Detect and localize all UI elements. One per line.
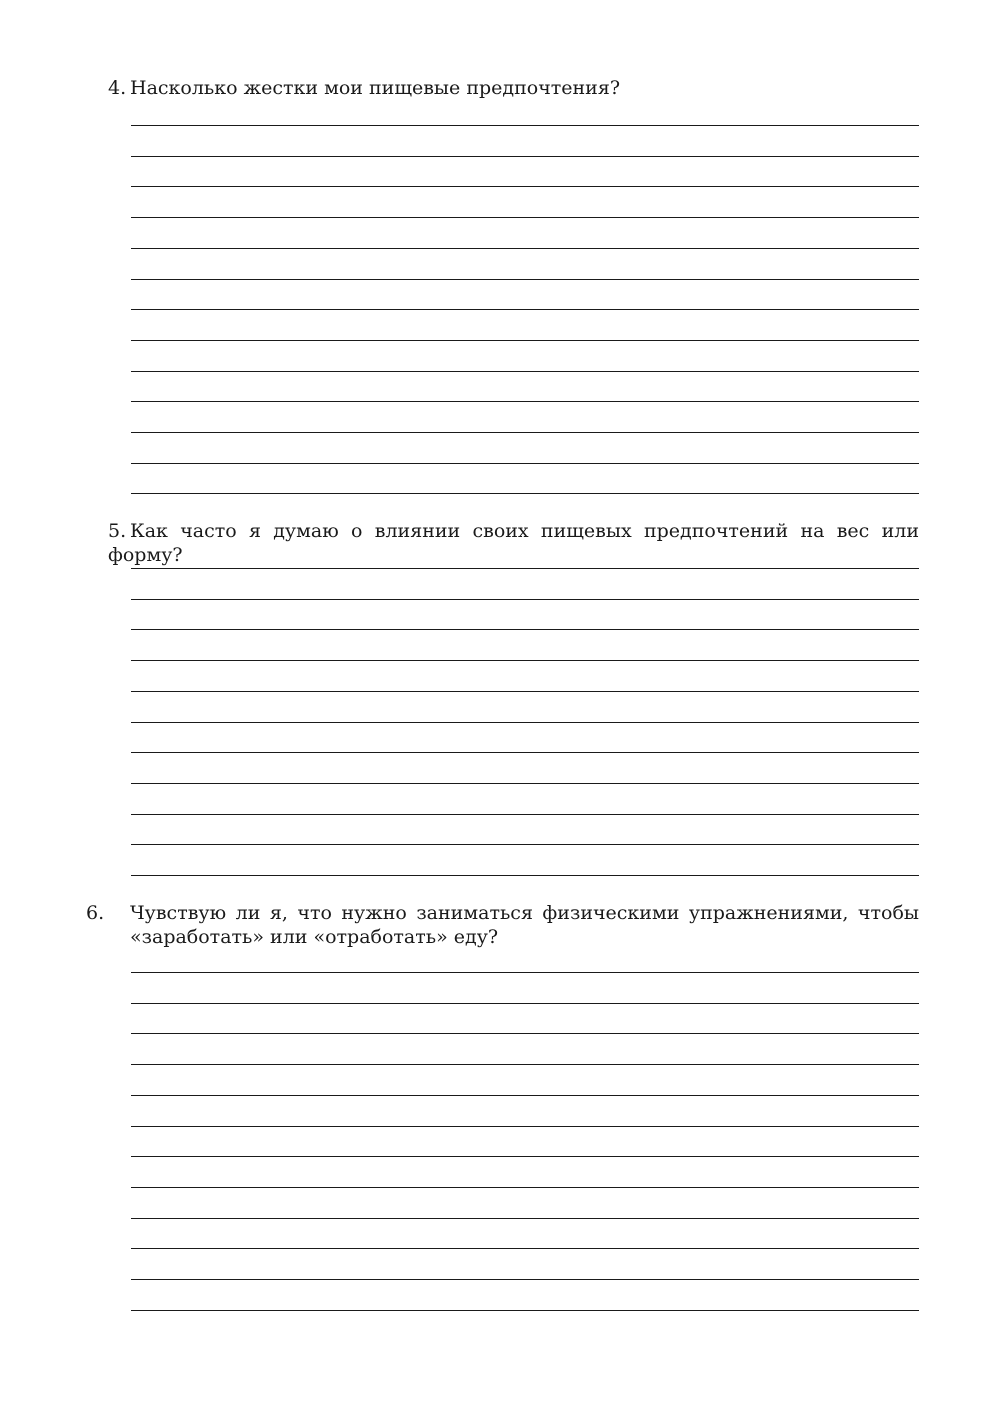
question-number: 6.: [86, 902, 105, 924]
question-4: [108, 76, 919, 100]
answer-line[interactable]: [131, 432, 919, 433]
answer-line[interactable]: [131, 371, 919, 372]
answer-line[interactable]: [131, 1003, 919, 1004]
answer-line[interactable]: [131, 599, 919, 600]
answer-line[interactable]: [131, 156, 919, 157]
answer-line[interactable]: [131, 783, 919, 784]
question-6: [86, 901, 919, 949]
answer-line[interactable]: [131, 629, 919, 630]
answer-line[interactable]: [131, 340, 919, 341]
question-text: Чувствую ли я, что нужно заниматься физическими упражнениями, чтобы «заработать» или «отработать» еду?: [130, 902, 919, 948]
answer-line[interactable]: [131, 1248, 919, 1249]
answer-line[interactable]: [131, 1064, 919, 1065]
answer-line[interactable]: [131, 875, 919, 876]
answer-line[interactable]: [131, 691, 919, 692]
answer-line[interactable]: [131, 568, 919, 569]
answer-line[interactable]: [131, 186, 919, 187]
answer-line[interactable]: [131, 248, 919, 249]
answer-line[interactable]: [131, 1126, 919, 1127]
answer-line[interactable]: [131, 401, 919, 402]
question-text: Насколько жестки мои пищевые предпочтения?: [130, 77, 621, 99]
answer-line[interactable]: [131, 493, 919, 494]
question-text: Как часто я думаю о влиянии своих пищевых предпочтений на вес или форму?: [108, 520, 919, 566]
question-5: [108, 519, 919, 567]
answer-line[interactable]: [131, 1033, 919, 1034]
answer-line[interactable]: [131, 1279, 919, 1280]
answer-line[interactable]: [131, 752, 919, 753]
answer-line[interactable]: [131, 660, 919, 661]
answer-line[interactable]: [131, 844, 919, 845]
answer-line[interactable]: [131, 1310, 919, 1311]
answer-line[interactable]: [131, 125, 919, 126]
answer-line[interactable]: [131, 463, 919, 464]
question-number: 4.: [108, 77, 127, 99]
answer-line[interactable]: [131, 722, 919, 723]
answer-line[interactable]: [131, 1156, 919, 1157]
answer-line[interactable]: [131, 279, 919, 280]
answer-line[interactable]: [131, 972, 919, 973]
answer-line[interactable]: [131, 1095, 919, 1096]
answer-line[interactable]: [131, 1218, 919, 1219]
answer-line[interactable]: [131, 309, 919, 310]
answer-line[interactable]: [131, 814, 919, 815]
answer-line[interactable]: [131, 217, 919, 218]
question-number: 5.: [108, 520, 127, 542]
answer-line[interactable]: [131, 1187, 919, 1188]
